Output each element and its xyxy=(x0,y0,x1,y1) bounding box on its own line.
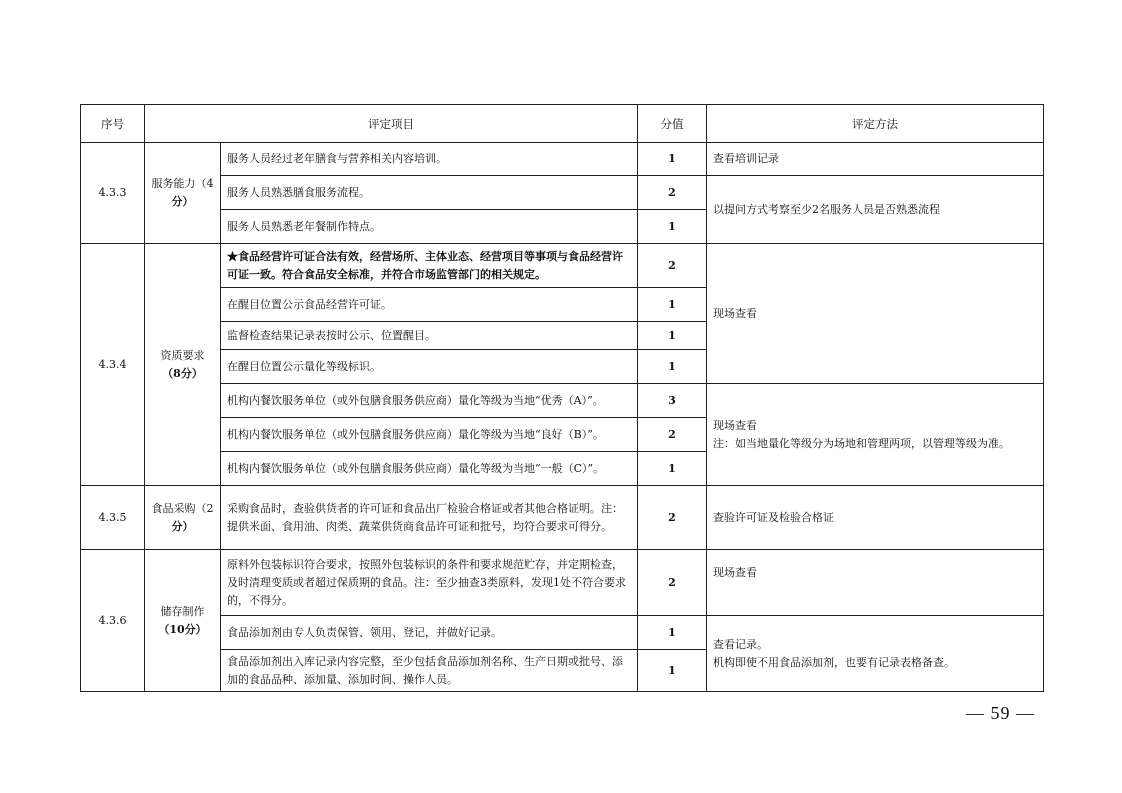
header-num: 序号 xyxy=(81,105,145,143)
score-value: 2 xyxy=(638,550,707,616)
table-header-row xyxy=(81,105,1044,143)
section-number: 4.3.4 xyxy=(81,244,145,486)
category-label: 食品采购（2 xyxy=(151,501,214,515)
item-text: 食品添加剂出入库记录内容完整，至少包括食品添加剂名称、生产日期或批号、添加的食品品种、添加量、添加时间、操作人员。 xyxy=(221,650,638,692)
score-value: 2 xyxy=(638,486,707,550)
section-number: 4.3.6 xyxy=(81,550,145,692)
category-cell xyxy=(145,244,221,486)
item-text: 在醒目位置公示量化等级标识。 xyxy=(221,350,638,384)
section-number: 4.3.5 xyxy=(81,486,145,550)
score-value: 1 xyxy=(638,452,707,486)
item-text: 服务人员经过老年膳食与营养相关内容培训。 xyxy=(221,143,638,176)
method-text: 现场查看 xyxy=(713,418,757,432)
table-row xyxy=(81,384,1044,418)
item-text: 原料外包装标识符合要求，按照外包装标识的条件和要求规范贮存，并定期检查，及时清理变质或者超过保质期的食品。注：至少抽查3类原料，发现1处不符合要求的，不得分。 xyxy=(221,550,638,616)
category-points: 分） xyxy=(171,195,194,208)
score-value: 1 xyxy=(638,616,707,650)
category-label: 资质要求 xyxy=(160,348,205,362)
section-number: 4.3.3 xyxy=(81,143,145,244)
method-text: 查看记录。 xyxy=(713,637,768,651)
score-value: 1 xyxy=(638,288,707,322)
category-cell xyxy=(145,143,221,244)
method-text: 现场查看 xyxy=(707,244,1044,384)
score-value: 2 xyxy=(638,176,707,210)
header-score: 分值 xyxy=(638,105,707,143)
header-method: 评定方法 xyxy=(707,105,1044,143)
method-text: 查验许可证及检验合格证 xyxy=(707,486,1044,550)
category-points: （10分） xyxy=(158,622,207,636)
evaluation-table xyxy=(80,104,1044,692)
category-label: 服务能力（4 xyxy=(151,177,214,190)
table-row xyxy=(81,244,1044,288)
item-text: 监督检查结果记录表按时公示、位置醒目。 xyxy=(221,322,638,350)
item-text: 食品添加剂由专人负责保管、领用、登记，并做好记录。 xyxy=(221,616,638,650)
item-text: 采购食品时，查验供货者的许可证和食品出厂检验合格证或者其他合格证明。注：提供米面、食用油、肉类、蔬菜供货商食品许可证和批号，均符合要求可得分。 xyxy=(221,486,638,550)
score-value: 1 xyxy=(638,650,707,692)
table-row xyxy=(81,143,1044,176)
method-text: 现场查看 xyxy=(707,550,1044,616)
score-value: 1 xyxy=(638,350,707,384)
category-cell xyxy=(145,486,221,550)
page-number: — 59 — xyxy=(966,703,1035,723)
header-item: 评定项目 xyxy=(145,105,638,143)
score-value: 2 xyxy=(638,244,707,288)
method-note: 机构即使不用食品添加剂，也要有记录表格备查。 xyxy=(713,655,955,669)
category-points: 分） xyxy=(171,519,194,533)
score-value: 1 xyxy=(638,210,707,244)
item-text: ★食品经营许可证合法有效，经营场所、主体业态、经营项目等事项与食品经营许可证一致。符合食品安全标准，并符合市场监管部门的相关规定。 xyxy=(221,244,638,288)
item-text: 服务人员熟悉老年餐制作特点。 xyxy=(221,210,638,244)
method-text: 以提问方式考察至少2名服务人员是否熟悉流程 xyxy=(707,176,1044,244)
score-value: 1 xyxy=(638,143,707,176)
table-row xyxy=(81,176,1044,210)
item-text: 服务人员熟悉膳食服务流程。 xyxy=(221,176,638,210)
score-value: 1 xyxy=(638,322,707,350)
category-label: 储存制作 xyxy=(160,604,205,618)
score-value: 3 xyxy=(638,384,707,418)
item-text: 机构内餐饮服务单位（或外包膳食服务供应商）量化等级为当地“良好（B）”。 xyxy=(221,418,638,452)
method-note: 注：如当地量化等级分为场地和管理两项，以管理等级为准。 xyxy=(713,436,1010,450)
table-row xyxy=(81,550,1044,616)
method-cell xyxy=(707,384,1044,486)
table-row xyxy=(81,486,1044,550)
score-value: 2 xyxy=(638,418,707,452)
category-cell xyxy=(145,550,221,692)
table-row xyxy=(81,616,1044,650)
item-text: 机构内餐饮服务单位（或外包膳食服务供应商）量化等级为当地“优秀（A）”。 xyxy=(221,384,638,418)
method-text: 查看培训记录 xyxy=(707,143,1044,176)
category-points: （8分） xyxy=(162,366,203,380)
method-cell xyxy=(707,616,1044,692)
item-text: 在醒目位置公示食品经营许可证。 xyxy=(221,288,638,322)
item-text: 机构内餐饮服务单位（或外包膳食服务供应商）量化等级为当地“一般（C）”。 xyxy=(221,452,638,486)
